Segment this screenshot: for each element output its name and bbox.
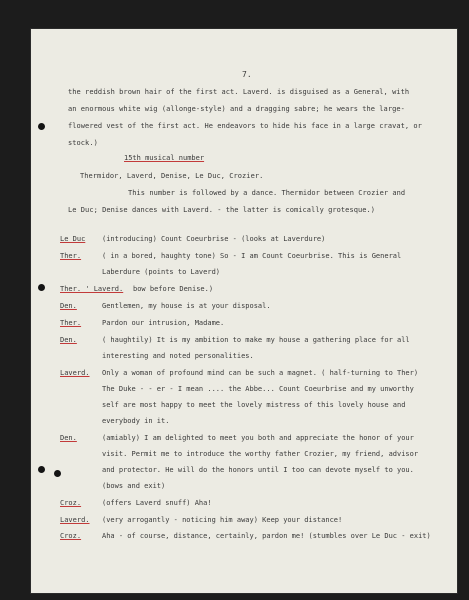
speech-line: ( in a bored, haughty tone) So - I am Count Coeurbrise. This is General (102, 252, 402, 260)
speaker-label: Ther. (60, 319, 82, 327)
intro-line: the reddish brown hair of the first act. Laverd. is disguised as a General, with (68, 88, 410, 96)
speech-line: (offers Laverd snuff) Aha! (102, 499, 212, 507)
speaker-label: Laverd. (60, 516, 90, 524)
cast-line: Thermidor, Laverd, Denise, Le Duc, Crozier. (80, 172, 264, 180)
binding-hole-bottom (38, 466, 45, 473)
speech-line: Only a woman of profound mind can be such a magnet. ( half-turning to Ther) (102, 369, 419, 377)
speech-line: everybody in it. (102, 417, 170, 425)
speech-line: interesting and noted personalities. (102, 352, 254, 360)
speaker-label: Den. (60, 336, 77, 344)
intro-line: flowered vest of the first act. He endeavors to hide his face in a large cravat, or (68, 122, 422, 130)
stage-direction-line: Le Duc; Denise dances with Laverd. - the latter is comically grotesque.) (68, 206, 376, 214)
speech-line: Aha - of course, distance, certainly, pardon me! (stumbles over Le Duc - exit) (102, 532, 431, 540)
speech-line: (very arrogantly - noticing him away) Keep your distance! (102, 516, 343, 524)
binding-hole-middle (38, 284, 45, 291)
speech-line: Gentlemen, my house is at your disposal. (102, 302, 271, 310)
page-number: 7. (242, 70, 252, 79)
speech-line: (amiably) I am delighted to meet you both and appreciate the honor of your (102, 434, 414, 442)
stage-direction-line: This number is followed by a dance. Thermidor between Crozier and (128, 189, 406, 197)
speaker-label: Den. (60, 302, 77, 310)
speaker-label: Ther. (60, 252, 82, 260)
intro-line: stock.) (68, 139, 98, 147)
speech-line: The Duke - - er - I mean .... the Abbe... Count Coeurbrise and my unworthy (102, 385, 414, 393)
speech-line: ( haughtily) It is my ambition to make my house a gathering place for all (102, 336, 410, 344)
intro-line: an enormous white wig (allonge-style) and a dragging sabre; he wears the large- (68, 105, 405, 113)
speech-line: bow before Denise.) (133, 285, 214, 293)
speaker-label: Croz. (60, 499, 82, 507)
speech-line: self are most happy to meet the lovely mistress of this lovely house and (102, 401, 406, 409)
speech-line: Pardon our intrusion, Madame. (102, 319, 225, 327)
speech-line: (introducing) Count Coeurbrise - (looks at Laverdure) (102, 235, 326, 243)
speech-line: visit. Permit me to introduce the worthy father Crozier, my friend, advisor (102, 450, 419, 458)
speaker-label: Le Duc (60, 235, 86, 243)
speaker-label: Den. (60, 434, 77, 442)
speaker-label: Laverd. (60, 369, 90, 377)
section-title: 15th musical number (124, 154, 205, 162)
speech-line: Laberdure (points to Laverd) (102, 268, 221, 276)
binding-hole-bottom-2 (54, 470, 61, 477)
speech-line: (bows and exit) (102, 482, 166, 490)
speaker-label: Ther. ' Laverd. (60, 285, 124, 293)
speaker-label: Croz. (60, 532, 82, 540)
speech-line: and protector. He will do the honors until I too can devote myself to you. (102, 466, 414, 474)
binding-hole-top (38, 123, 45, 130)
